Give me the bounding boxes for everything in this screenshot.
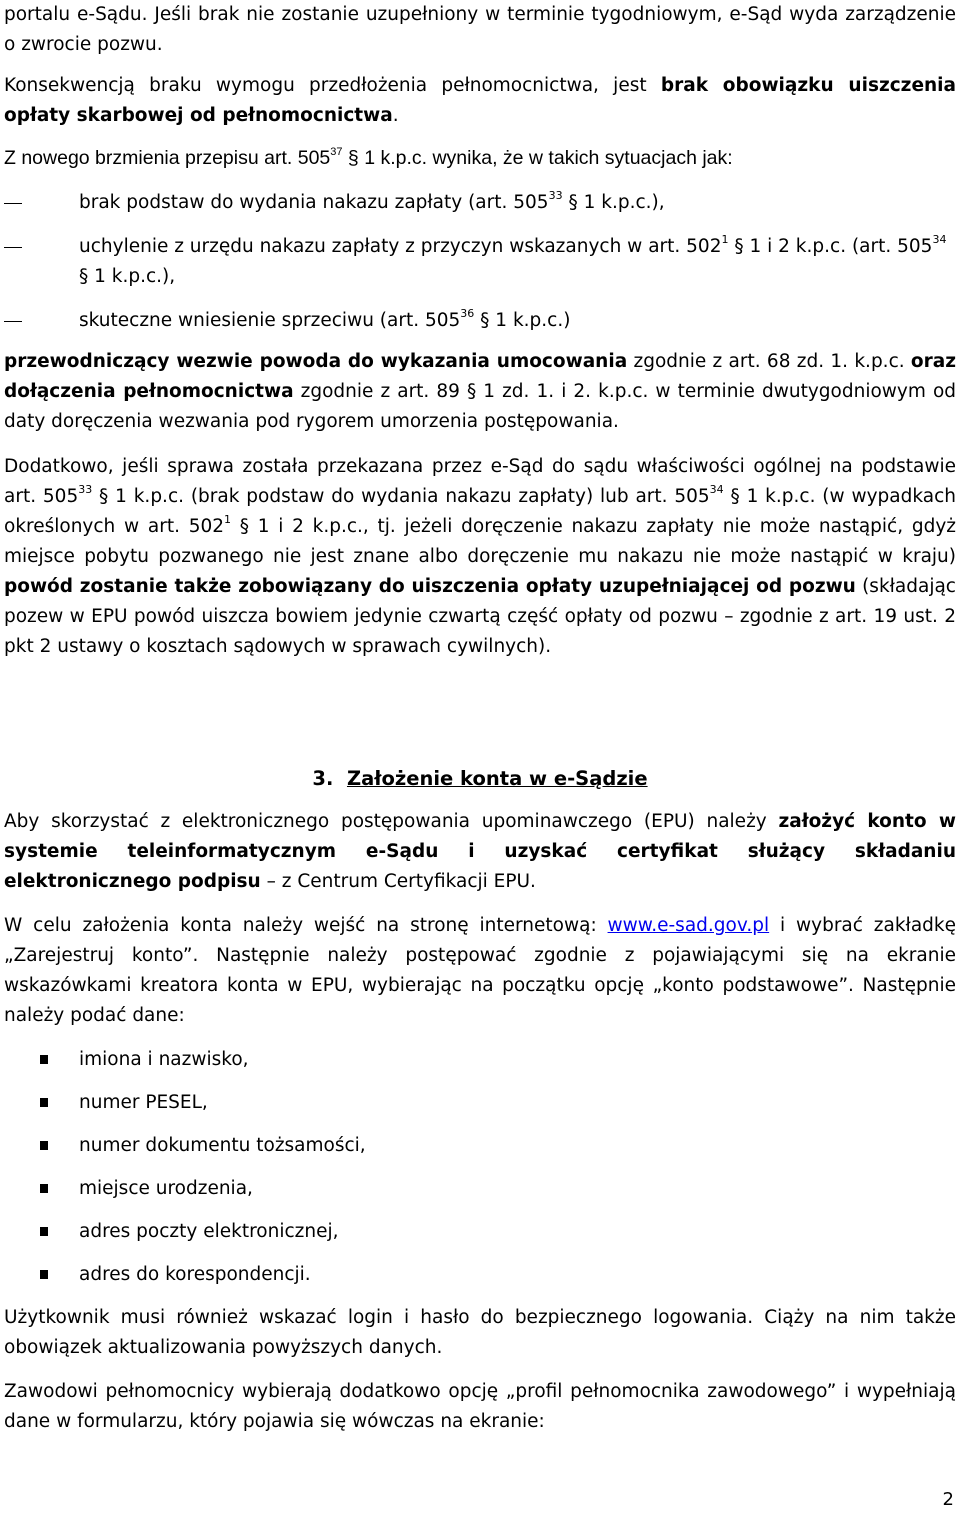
square-bullet-icon [40,1141,48,1150]
paragraph-continuation: portalu e-Sądu. Jeśli brak nie zostanie uzupełniony w terminie tygodniowym, e-Sąd wyda zarządzenie o zwrocie pozwu. [4,4,956,55]
paragraph-login: Użytkownik musi również wskazać login i hasło do bezpiecznego logowania. Ciąży na nim także obowiązek aktualizowania powyższych danych. [4,1307,956,1358]
page-number: 2 [942,1489,954,1510]
paragraph-pelnomocnictwo: Konsekwencją braku wymogu przedłożenia pełnomocnictwa, jest brak obowiązku uiszczenia opłaty skarbowej od pełnomocnictwa. [4,75,956,126]
paragraph-summons: przewodniczący wezwie powoda do wykazania umocowania zgodnie z art. 68 zd. 1. k.p.c. oraz dołączenia pełnomocnictwa zgodnie z art. 89 § 1 zd. 1. i 2. k.p.c. w terminie dwutygodniowym od daty doręczenia wezwania pod rygorem umorzenia postępowania. [4,351,957,432]
paragraph-additional-fee: Dodatkowo, jeśli sprawa została przekazana przez e-Sąd do sądu właściwości ogólnej na podstawie art. $505^{33}$ § 1 k.p.c. (brak podstaw do wydania nakazu zapłaty) lub art. $505^{34}$ § 1 k.p.c. (w wypadkach określonych w art. $502^1$ § 1 i 2 k.p.c., tj. jeżeli doręczenie nakazu zapłaty nie może nastąpić, gdyż miejsce pobytu pozwanego nie jest znane albo doręczenie mu nakazu nie może nastąpić w kraju) powód zostanie także zobowiązany do uiszczenia opłaty uzupełniającej od pozwu (składając pozew w EPU powód uiszcza bowiem jedynie czwartą część opłaty od pozwu – zgodnie z art. 19 ust. 2 pkt 2 ustawy o kosztach sądowych w sprawach cywilnych). [4,456,956,657]
list-item: adres do korespondencji. [4,1260,704,1303]
paragraph-new-wording: Z nowego brzmienia przepisu art. $505^{37}$ § 1 k.p.c. wynika, że w takich sytuacjach jak: [4,146,733,169]
list-item: numer PESEL, [4,1088,704,1131]
list-item: numer dokumentu tożsamości, [4,1131,704,1174]
square-bullet-icon [40,1184,48,1193]
list-item: adres poczty elektronicznej, [4,1217,704,1260]
list-item: brak podstaw do wydania nakazu zapłaty (art. $505^{33}$ § 1 k.p.c.), [79,189,665,213]
section-number: 3. [312,767,334,790]
paragraph-registration: W celu założenia konta należy wejść na stronę internetową: www.e-sad.gov.pl i wybrać zakładkę „Zarejestruj konto”. Następnie należy postępować zgodnie z pojawiającymi się na ekranie wskazówkami kreatora konta w EPU, wybierając na początku opcję „konto podstawowe”. Następnie należy podać dane: [4,915,956,1026]
square-bullet-icon [40,1098,48,1107]
list-item: miejsce urodzenia, [4,1174,704,1217]
section-heading [0,764,960,794]
section-title: Założenie konta w e-Sądzie [346,767,648,790]
square-bullet-icon [40,1270,48,1279]
list-item: imiona i nazwisko, [4,1045,704,1088]
paragraph-account-intro: Aby skorzystać z elektronicznego postępowania upominawczego (EPU) należy założyć konto w systemie teleinformatycznym e-Sądu i uzyskać certyfikat służący składaniu elektronicznego podpisu – z Centrum Certyfikacji EPU. [4,811,956,892]
cases-list [4,188,956,336]
paragraph-professional: Zawodowi pełnomocnicy wybierają dodatkowo opcję „profil pełnomocnika zawodowego” i wypełniają dane w formularzu, który pojawia się wówczas na ekranie: [4,1381,956,1432]
list-item: skuteczne wniesienie sprzeciwu (art. $505^{36}$ § 1 k.p.c.) [79,307,571,331]
square-bullet-icon [40,1055,48,1064]
emphasis-no-fee: brak obowiązku uiszczenia opłaty skarbowej od pełnomocnictwa [4,75,956,126]
square-bullet-icon [40,1227,48,1236]
required-data-list [4,1045,704,1303]
esad-website-link[interactable]: www.e-sad.gov.pl [607,915,770,936]
list-item: uchylenie z urzędu nakazu zapłaty z przyczyn wskazanych w art. $502^1$ § 1 i 2 k.p.c. (art. $505^{34}$ § 1 k.p.c.), [79,233,947,287]
